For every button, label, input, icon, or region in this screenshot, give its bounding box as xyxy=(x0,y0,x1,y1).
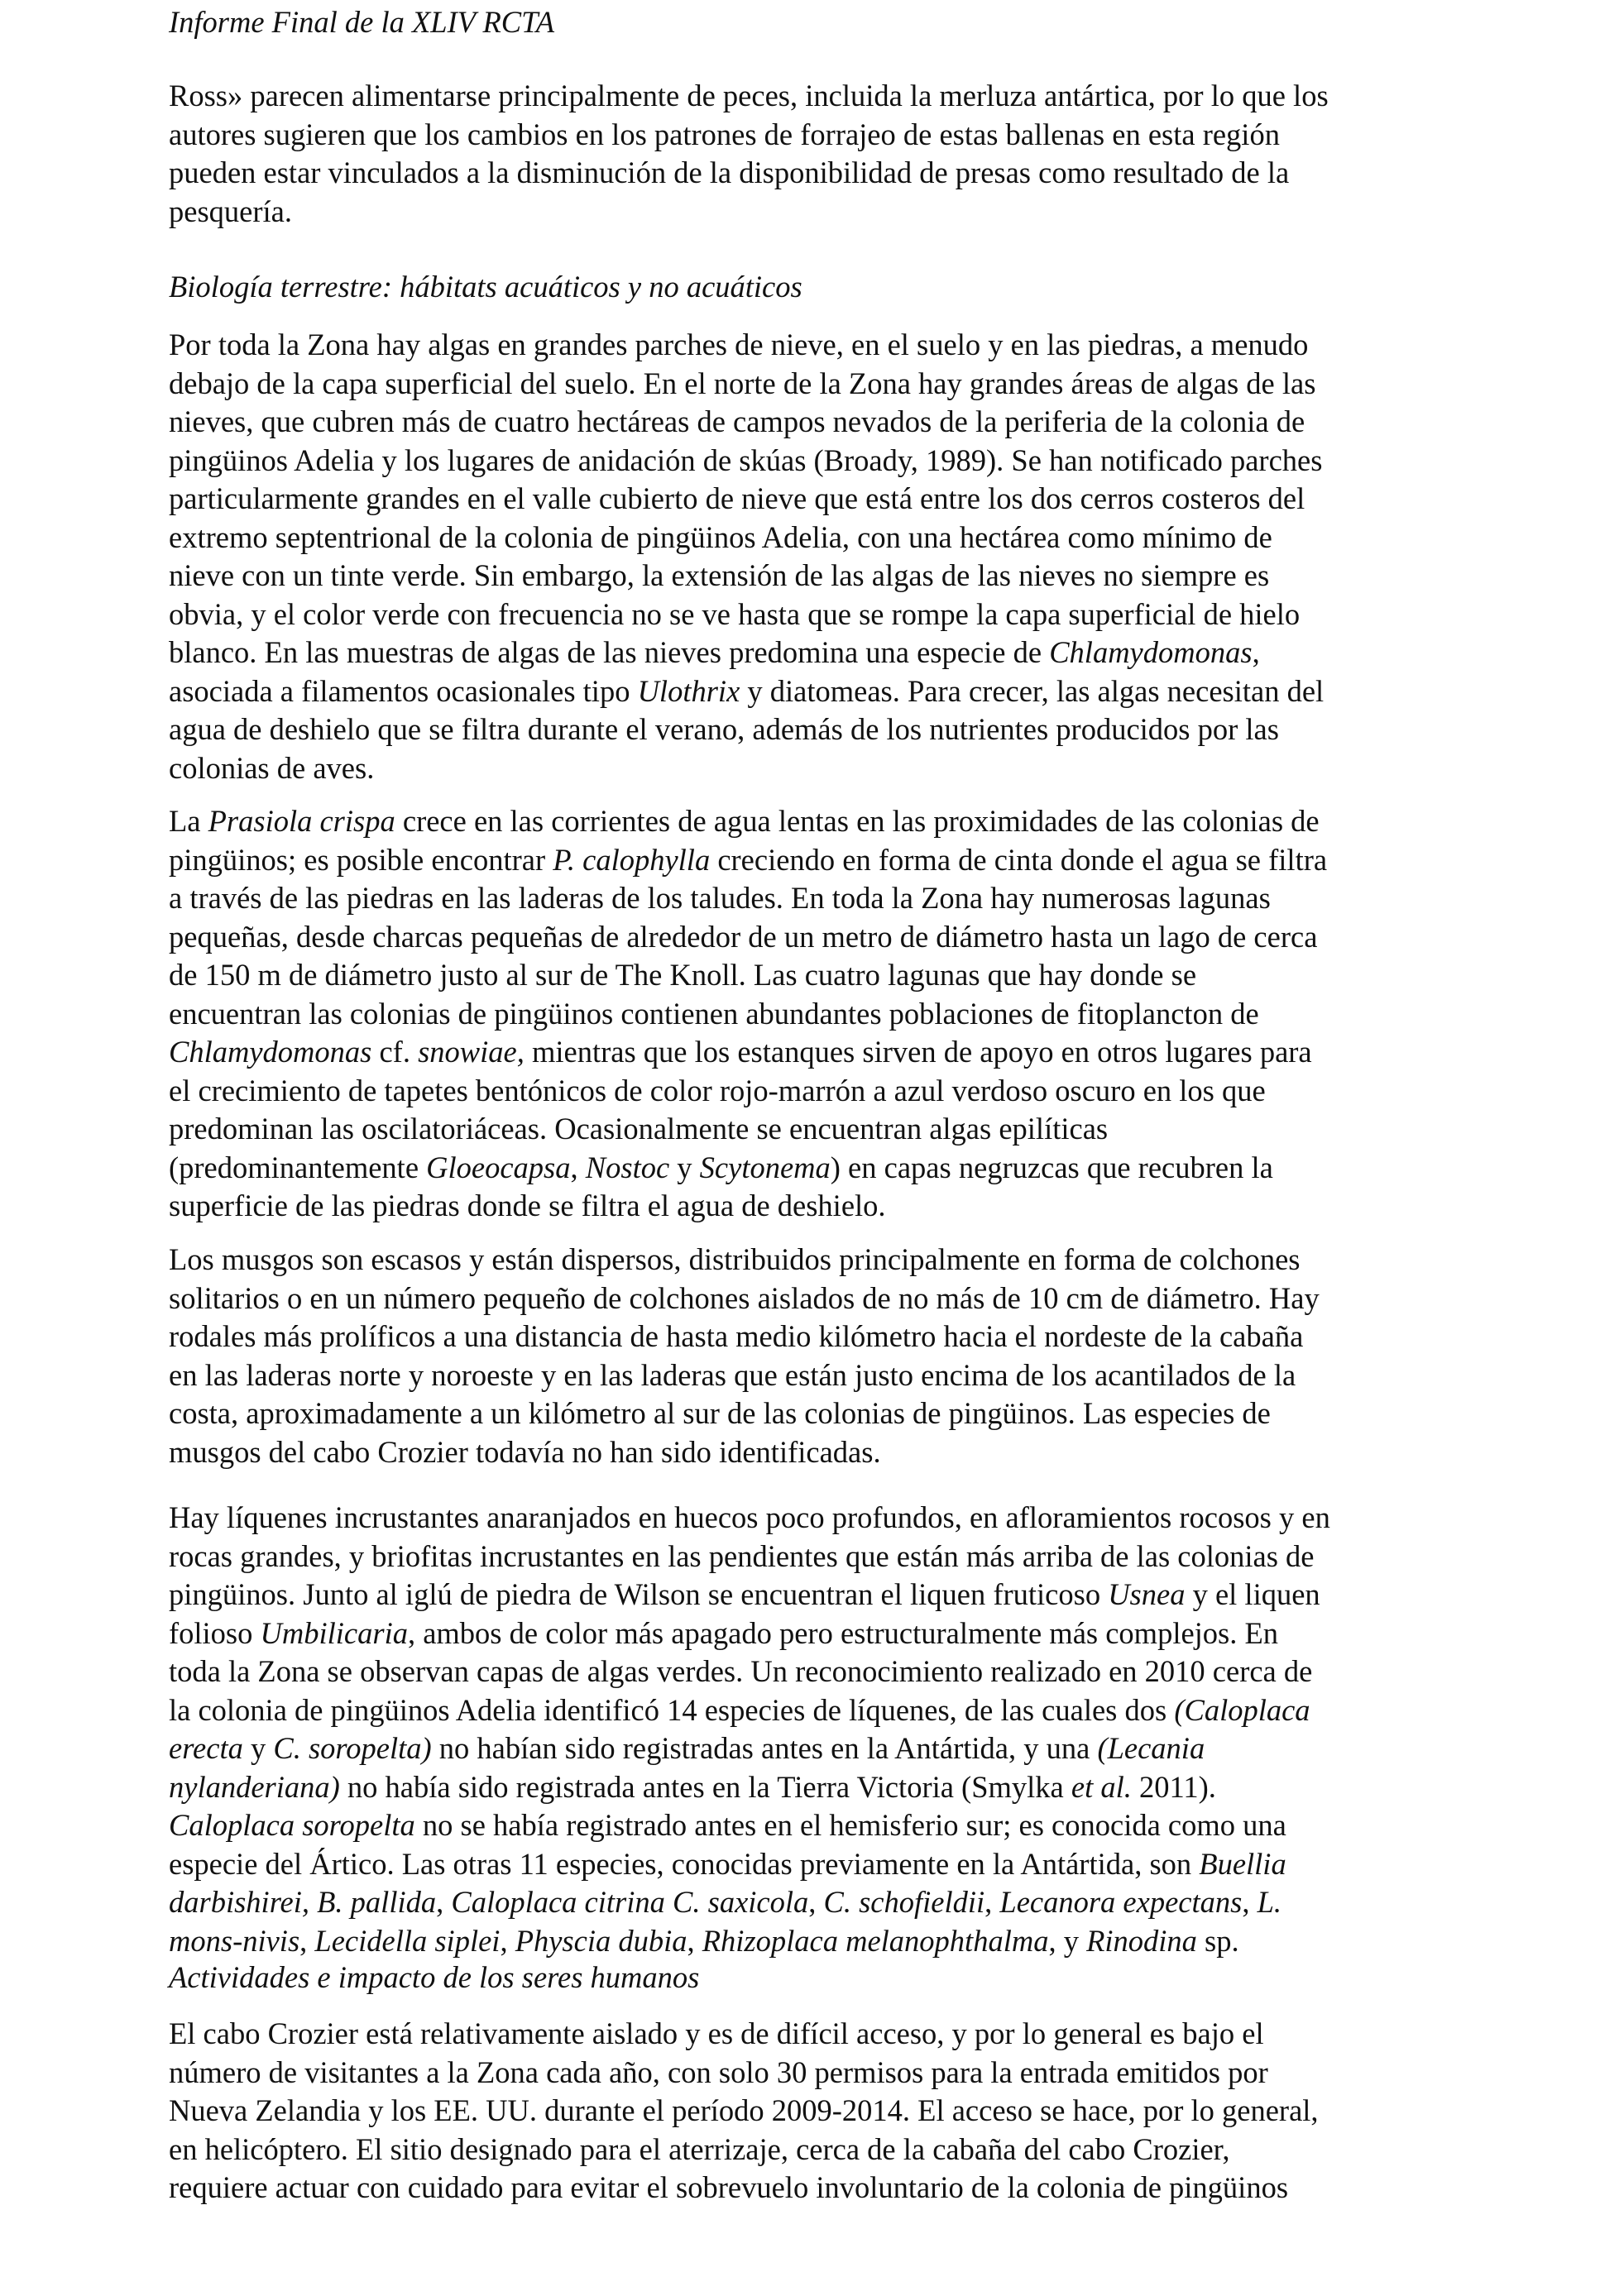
text-line: autores sugieren que los cambios en los patrones de forrajeo de estas ballenas en esta región xyxy=(169,117,1280,151)
paragraph-snow-algae xyxy=(169,326,1476,787)
paragraph-human-access xyxy=(169,2015,1476,2208)
text-line: número de visitantes a la Zona cada año, con solo 30 permisos para la entrada emitidos por xyxy=(169,2054,1268,2089)
section-heading-terrestrial-biology: Biología terrestre: hábitats acuáticos y no acuáticos xyxy=(169,270,802,304)
text-line: de 150 m de diámetro justo al sur de The Knoll. Las cuatro lagunas que hay donde se xyxy=(169,958,1197,992)
text-line: pingüinos. Junto al iglú de piedra de Wilson se encuentran el liquen fruticoso Usnea y el liquen xyxy=(169,1577,1320,1611)
text-line: rocas grandes, y briofitas incrustantes en las pendientes que están más arriba de las colonias de xyxy=(169,1538,1315,1573)
text-line: el crecimiento de tapetes bentónicos de color rojo-marrón a azul verdoso oscuro en los que xyxy=(169,1073,1266,1107)
paragraph-mosses xyxy=(169,1241,1476,1471)
text-line: en las laderas norte y noroeste y en las laderas que están justo encima de los acantilados de la xyxy=(169,1357,1296,1392)
text-line: debajo de la capa superficial del suelo. En el norte de la Zona hay grandes áreas de algas de las xyxy=(169,366,1316,400)
text-line: extremo septentrional de la colonia de pingüinos Adelia, con una hectárea como mínimo de xyxy=(169,519,1272,554)
paragraph-lichens xyxy=(169,1499,1476,1960)
text-line: a través de las piedras en las laderas de los taludes. En toda la Zona hay numerosas lagunas xyxy=(169,881,1271,915)
text-line: La Prasiola crispa crece en las corrientes de agua lentas en las proximidades de las colonias de xyxy=(169,804,1320,838)
text-line: Hay líquenes incrustantes anaranjados en huecos poco profundos, en afloramientos rocosos y en xyxy=(169,1500,1330,1534)
text-line: agua de deshielo que se filtra durante el verano, además de los nutrientes producidos por las xyxy=(169,712,1279,746)
text-line: pesquería. xyxy=(169,194,292,228)
text-line: pueden estar vinculados a la disminución de la disponibilidad de presas como resultado de la xyxy=(169,155,1290,189)
paragraph-prasiola xyxy=(169,802,1476,1226)
text-line: la colonia de pingüinos Adelia identificó 14 especies de líquenes, de las cuales dos (Caloplaca xyxy=(169,1692,1310,1727)
text-line: predominan las oscilatoriáceas. Ocasionalmente se encuentran algas epilíticas xyxy=(169,1112,1109,1146)
text-line: asociada a filamentos ocasionales tipo Ulothrix y diatomeas. Para crecer, las algas necesitan del xyxy=(169,673,1325,708)
text-line: blanco. En las muestras de algas de las nieves predomina una especie de Chlamydomonas, xyxy=(169,635,1260,669)
text-line: pequeñas, desde charcas pequeñas de alrededor de un metro de diámetro hasta un lago de cerca xyxy=(169,919,1318,954)
text-line: Por toda la Zona hay algas en grandes parches de nieve, en el suelo y en las piedras, a menudo xyxy=(169,328,1309,361)
text-line: erecta y C. soropelta) no habían sido registradas antes en la Antártida, y una (Lecania xyxy=(169,1731,1205,1765)
text-line: particularmente grandes en el valle cubierto de nieve que está entre los dos cerros costeros del xyxy=(169,481,1305,515)
text-line: Ross» parecen alimentarse principalmente de peces, incluida la merluza antártica, por lo que los xyxy=(169,79,1329,112)
text-line: especie del Ártico. Las otras 11 especies, conocidas previamente en la Antártida, son Buellia xyxy=(169,1846,1286,1881)
text-line: encuentran las colonias de pingüinos contienen abundantes poblaciones de fitoplancton de xyxy=(169,996,1259,1031)
text-line: requiere actuar con cuidado para evitar el sobrevuelo involuntario de la colonia de pingüinos xyxy=(169,2170,1289,2204)
text-line: superficie de las piedras donde se filtra el agua de deshielo. xyxy=(169,1189,886,1222)
text-line: mons-nivis, Lecidella siplei, Physcia dubia, Rhizoplaca melanophthalma, y Rinodina sp. xyxy=(169,1923,1239,1958)
section-heading-human-activities: Actividades e impacto de los seres humanos xyxy=(169,1960,700,1994)
text-line: El cabo Crozier está relativamente aislado y es de difícil acceso, y por lo general es bajo el xyxy=(169,2016,1264,2050)
text-line: pingüinos; es posible encontrar P. calophylla creciendo en forma de cinta donde el agua se filtra xyxy=(169,842,1328,877)
text-line: costa, aproximadamente a un kilómetro al sur de las colonias de pingüinos. Las especies de xyxy=(169,1396,1271,1430)
text-line: nieves, que cubren más de cuatro hectáreas de campos nevados de la periferia de la colonia de xyxy=(169,404,1305,438)
text-line: Caloplaca soropelta no se había registrado antes en el hemisferio sur; es conocida como una xyxy=(169,1808,1286,1842)
text-line: Chlamydomonas cf. snowiae, mientras que los estanques sirven de apoyo en otros lugares para xyxy=(169,1035,1312,1069)
text-line: nieve con un tinte verde. Sin embargo, la extensión de las algas de las nieves no siempre es xyxy=(169,558,1270,592)
text-line: folioso Umbilicaria, ambos de color más apagado pero estructuralmente más complejos. En xyxy=(169,1615,1279,1650)
text-line: solitarios o en un número pequeño de colchones aislados de no más de 10 cm de diámetro. Hay xyxy=(169,1280,1320,1315)
paragraph-whales xyxy=(169,77,1476,231)
text-line: en helicóptero. El sitio designado para el aterrizaje, cerca de la cabaña del cabo Crozier, xyxy=(169,2131,1230,2166)
text-line: colonias de aves. xyxy=(169,750,375,785)
text-line: (predominantemente Gloeocapsa, Nostoc y Scytonema) en capas negruzcas que recubren la xyxy=(169,1150,1273,1184)
text-line: nylanderiana) no había sido registrada antes en la Tierra Victoria (Smylka et al. 2011). xyxy=(169,1769,1216,1804)
text-line: pingüinos Adelia y los lugares de anidación de skúas (Broady, 1989). Se han notificado parches xyxy=(169,442,1323,477)
text-line: Los musgos son escasos y están dispersos, distribuidos principalmente en forma de colchones xyxy=(169,1242,1301,1276)
text-line: rodales más prolíficos a una distancia de hasta medio kilómetro hacia el nordeste de la cabaña xyxy=(169,1319,1304,1353)
text-line: obvia, y el color verde con frecuencia no se ve hasta que se rompe la capa superficial de hielo xyxy=(169,596,1301,631)
text-line: Nueva Zelandia y los EE. UU. durante el período 2009-2014. El acceso se hace, por lo general, xyxy=(169,2093,1319,2127)
text-line: toda la Zona se observan capas de algas verdes. Un reconocimiento realizado en 2010 cerca de xyxy=(169,1654,1313,1688)
text-line: darbishirei, B. pallida, Caloplaca citrina C. saxicola, C. schofieldii, Lecanora expectans, L. xyxy=(169,1885,1282,1919)
text-line: musgos del cabo Crozier todavía no han sido identificadas. xyxy=(169,1434,881,1469)
document-header: Informe Final de la XLIV RCTA xyxy=(169,5,555,39)
